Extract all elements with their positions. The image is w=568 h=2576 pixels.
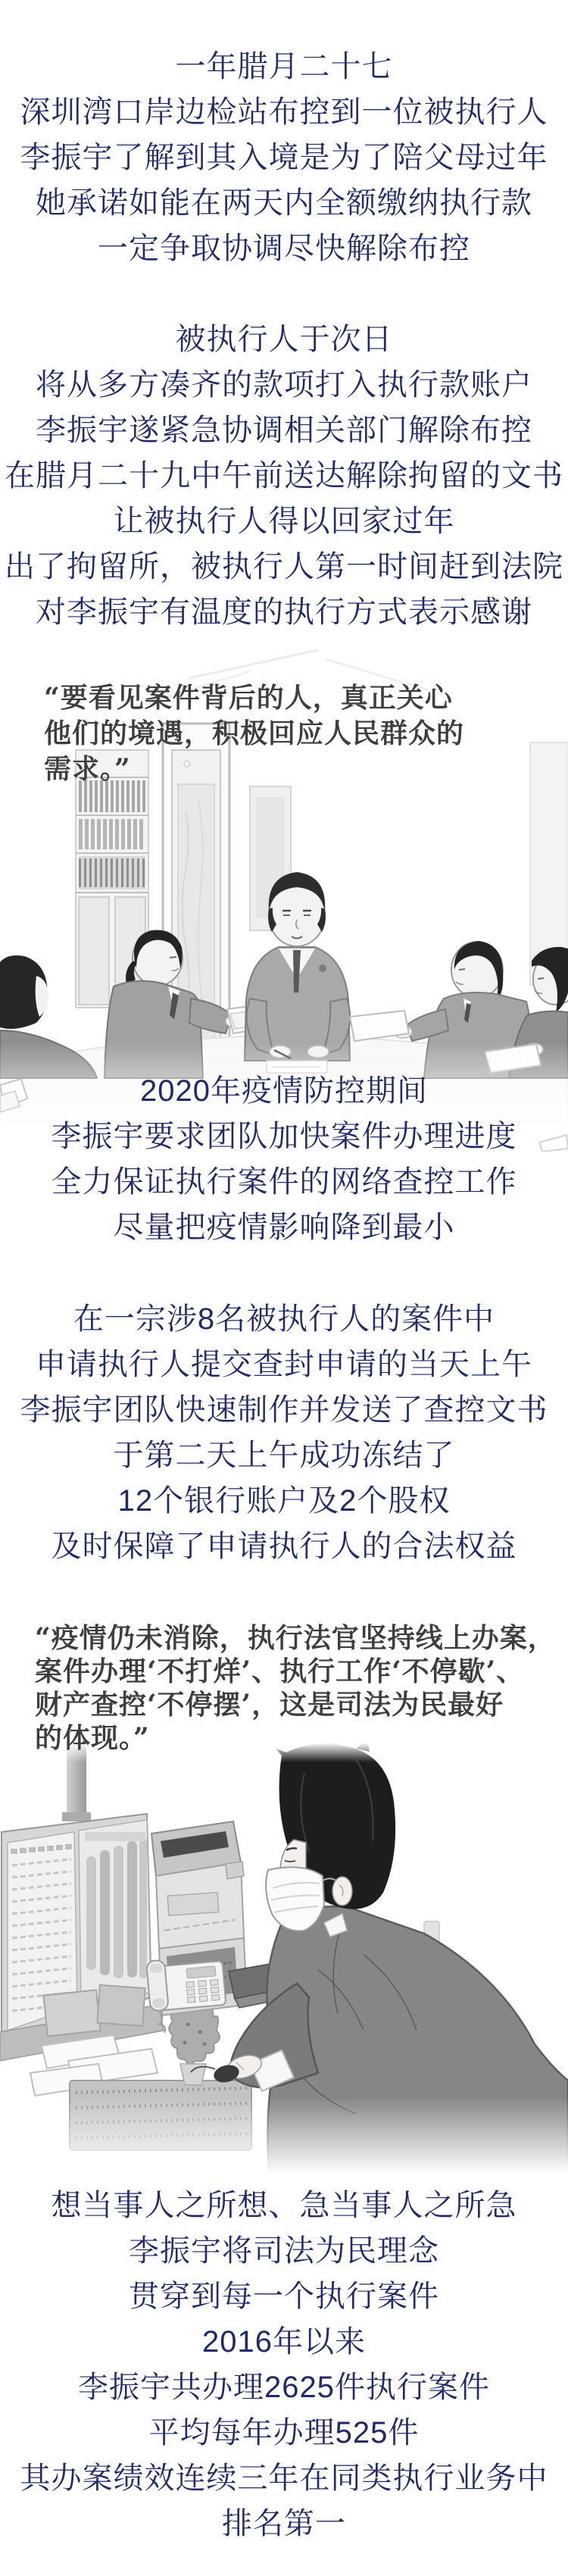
quote-line: 的体现。”	[35, 1722, 150, 1754]
quote-line: 他们的境遇，积极回应人民群众的	[44, 717, 465, 749]
text-line: 让被执行人得以回家过年	[113, 505, 455, 538]
text-line: 及时保障了申请执行人的合法权益	[51, 1530, 517, 1563]
article-quote-1	[44, 680, 464, 787]
text-line: 2020年疫情防控期间	[140, 1074, 428, 1108]
text-line: 在腊月二十九中午前送达解除拘留的文书	[5, 459, 563, 492]
text-line: 2016年以来	[202, 2325, 366, 2359]
text-line: 李振宇遂紧急协调相关部门解除布控	[36, 414, 532, 447]
quote-line: 案件办理‘不打烊’、执行工作‘不停歇’、	[35, 1655, 525, 1687]
text-line: 全力保证执行案件的网络查控工作	[51, 1165, 517, 1199]
text-line: 想当事人之所想、急当事人之所急	[51, 2189, 517, 2222]
text-line: 其办案绩效连续三年在同类执行业务中	[20, 2462, 548, 2495]
text-line: 排名第一	[222, 2507, 346, 2540]
paragraph-4	[0, 1296, 568, 1569]
quote-line: “疫情仍未消除，执行法官坚持线上办案，	[35, 1622, 556, 1654]
text-line: 贯穿到每一个执行案件	[129, 2280, 439, 2313]
text-line: 李振宇将司法为民理念	[129, 2234, 439, 2268]
text-line: 李振宇团队快速制作并发送了查控文书	[20, 1393, 548, 1427]
paragraph-2	[0, 317, 568, 635]
text-line: 李振宇共办理2625件执行案件	[78, 2371, 490, 2404]
text-line: 于第二天上午成功冻结了	[113, 1439, 455, 1472]
text-line: 在一宗涉8名被执行人的案件中	[73, 1302, 495, 1336]
text-line: 李振宇要求团队加快案件办理进度	[51, 1120, 517, 1153]
text-line: 出了拘留所，被执行人第一时间赶到法院	[5, 550, 563, 583]
online-office-illustration-svg	[0, 1743, 568, 2182]
online-office-illustration	[0, 1606, 568, 2182]
text-line: 将从多方凑齐的款项打入执行款账户	[36, 368, 532, 402]
text-line: 一定争取协调尽快解除布控	[98, 232, 470, 265]
paragraph-3	[0, 1068, 568, 1250]
text-line: 尽量把疫情影响降到最小	[113, 1211, 455, 1244]
meeting-illustration	[0, 636, 568, 1078]
text-line: 12个银行账户及2个股权	[117, 1484, 451, 1518]
quote-line: 财产查控‘不停摆’，这是司法为民最好	[35, 1689, 504, 1721]
text-line: 她承诺如能在两天内全额缴纳执行款	[36, 186, 532, 220]
quote-line: 需求。”	[44, 753, 131, 785]
text-line: 一年腊月二十七	[175, 50, 393, 83]
paragraph-5	[0, 2183, 568, 2546]
paragraph-1	[0, 44, 568, 271]
text-line: 深圳湾口岸边检站布控到一位被执行人	[20, 95, 548, 129]
quote-line: “要看见案件背后的人，真正关心	[44, 682, 453, 714]
text-line: 平均每年办理525件	[148, 2416, 420, 2449]
text-line: 被执行人于次日	[175, 323, 393, 356]
article-quote-2	[35, 1621, 556, 1755]
text-line: 对李振宇有温度的执行方式表示感谢	[36, 596, 532, 629]
text-line: 李振宇了解到其入境是为了陪父母过年	[20, 141, 548, 174]
text-line: 申请执行人提交查封申请的当天上午	[36, 1348, 532, 1381]
